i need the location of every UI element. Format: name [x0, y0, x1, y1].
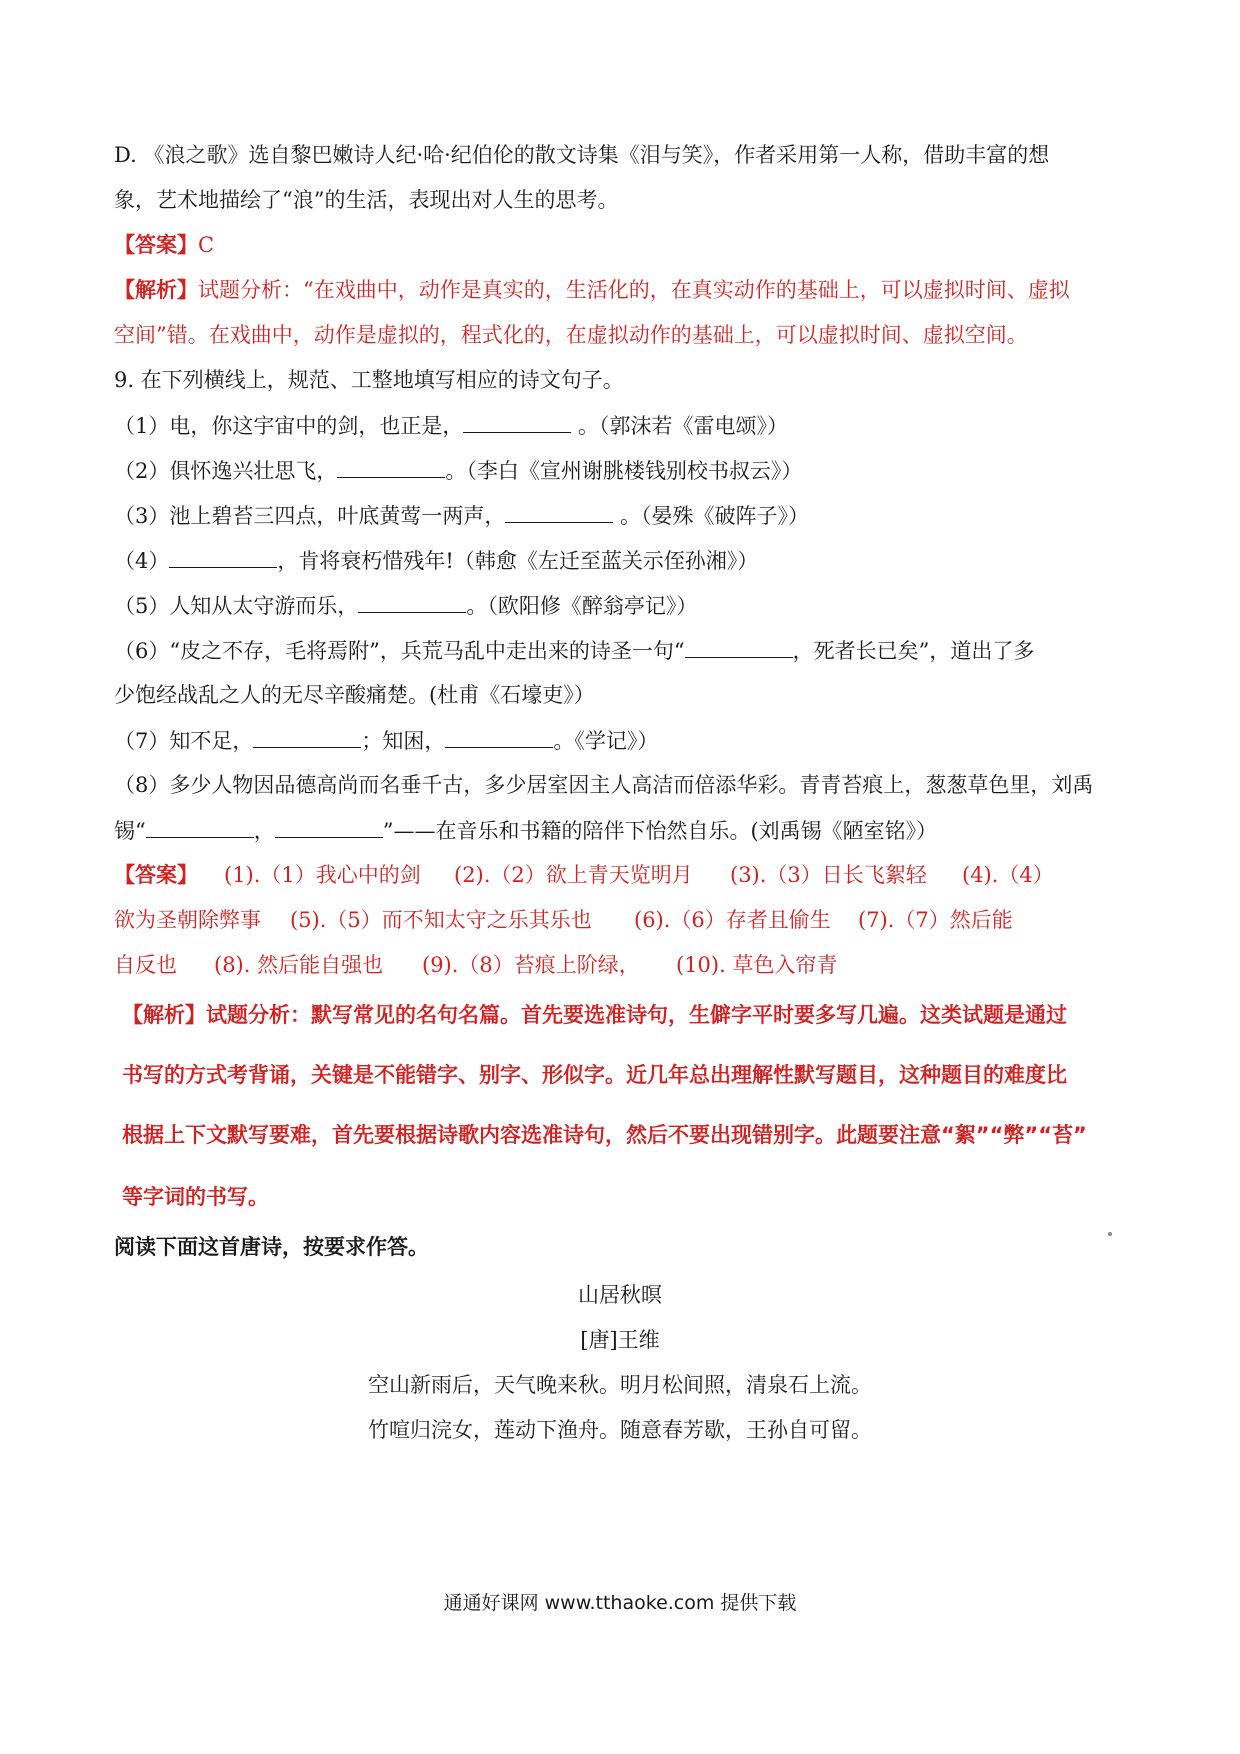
item-text: 。《学记》）	[553, 729, 659, 753]
item-text: 。（晏殊《破阵子》）	[613, 504, 810, 528]
q9-item-8-line1: （8）多少人物因品德高尚而名垂千古，多少居室因主人高洁而倍添华彩。青青苔痕上，葱葱草色里，刘禹	[114, 773, 1094, 797]
answer-item: (7).（7）然后能	[858, 908, 1013, 932]
option-d-line2: 象，艺术地描绘了“浪”的生活，表现出对人生的思考。	[114, 188, 619, 212]
q9-answer-row2	[114, 905, 1154, 935]
fill-blank	[358, 590, 466, 613]
poem-intro: 阅读下面这首唐诗，按要求作答。	[114, 1234, 429, 1259]
fill-blank	[169, 545, 277, 568]
q9-item-5	[114, 590, 1134, 621]
item-text: （5）人知从太守游而乐，	[114, 594, 359, 618]
option-d-line1: D. 《浪之歌》选自黎巴嫩诗人纪·哈·纪伯伦的散文诗集《泪与笑》，作者采用第一人称，借助丰富的想	[114, 143, 1050, 167]
footer-source: 通通好课网 www.tthaoke.com 提供下载	[443, 1592, 797, 1614]
item-text: ，肯将衰朽惜残年!（韩愈《左迁至蓝关示侄孙湘》）	[277, 549, 759, 573]
answer-item: (4).（4）	[962, 863, 1054, 887]
answer-tag: 【答案】	[114, 232, 198, 257]
answer-value: C	[198, 233, 215, 257]
q9-item-6	[114, 635, 1134, 666]
fill-blank	[685, 635, 793, 658]
item-text: （2）俱怀逸兴壮思飞，	[114, 459, 338, 483]
item-text: ，死者长已矣”，道出了多	[792, 639, 1035, 663]
answer-item: (9).（8）苔痕上阶绿，	[422, 953, 640, 977]
fill-blank	[505, 500, 613, 523]
poem-line-2: 竹喧归浣女，莲动下渔舟。随意春芳歇，王孙自可留。	[368, 1418, 872, 1442]
q9-item-6-line2: 少饱经战乱之人的无尽辛酸痛楚。(杜甫《石壕吏》）	[114, 683, 595, 707]
poem-author: [唐]王维	[580, 1328, 660, 1352]
answer-item: (1).（1）我心中的剑	[224, 863, 421, 887]
fill-blank	[463, 410, 571, 433]
item-text: 。（郭沫若《雷电颂》）	[571, 414, 789, 438]
q9-item-4	[114, 545, 1134, 576]
item-text: 锡“	[114, 819, 146, 843]
answer-tag: 【答案】	[114, 862, 198, 887]
q9-answer-row1	[114, 860, 1154, 890]
poem-line-1: 空山新雨后，天气晚来秋。明月松间照，清泉石上流。	[368, 1373, 872, 1397]
answer-item: 自反也	[114, 953, 177, 977]
answer-item: 欲为圣朝除弊事	[114, 908, 261, 932]
analysis-tag: 【解析】	[114, 277, 198, 302]
fill-blank	[253, 725, 361, 748]
answer-item: (6).（6）存者且偷生	[634, 908, 831, 932]
fill-blank	[146, 815, 254, 838]
q9-stem: 9. 在下列横线上，规范、工整地填写相应的诗文句子。	[114, 368, 624, 392]
item-text: （1）电，你这宇宙中的剑，也正是，	[114, 414, 464, 438]
q8-analysis-line1	[114, 275, 1134, 305]
item-text: 。（欧阳修《醉翁亭记》）	[466, 594, 698, 618]
answer-item: (5).（5）而不知太守之乐其乐也	[290, 908, 592, 932]
answer-item: (3).（3）日长飞絮轻	[730, 863, 927, 887]
q9-item-7	[114, 725, 1134, 756]
item-text: ；知困，	[361, 729, 446, 753]
item-text: （3）池上碧苔三四点，叶底黄莺一两声，	[114, 504, 506, 528]
item-text: ，	[253, 819, 275, 843]
q9-item-3	[114, 500, 1134, 531]
q8-analysis-line2: 空间”错。在戏曲中，动作是虚拟的，程式化的，在虚拟动作的基础上，可以虚拟时间、虚拟空间。	[114, 323, 1028, 347]
q9-item-8-line2	[114, 815, 1134, 846]
item-text: ”——在音乐和书籍的陪伴下怡然自乐。(刘禹锡《陋室铭》）	[382, 819, 938, 843]
fill-blank	[445, 725, 553, 748]
fill-blank	[337, 455, 445, 478]
answer-item: (8). 然后能自强也	[214, 953, 384, 977]
q9-answer-row3	[114, 950, 1154, 980]
answer-item: (2).（2）欲上青天览明月	[454, 863, 693, 887]
q9-analysis-line1: 【解析】试题分析：默写常见的名句名篇。首先要选准诗句，生僻字平时要多写几遍。这类试题是通过	[122, 1003, 1067, 1027]
q9-analysis-line2: 书写的方式考背诵，关键是不能错字、别字、形似字。近几年总出理解性默写题目，这种题目的难度比	[122, 1063, 1067, 1087]
fill-blank	[275, 815, 383, 838]
item-text: （6）“皮之不存，毛将焉附”，兵荒马乱中走出来的诗圣一句“	[114, 639, 685, 663]
item-text: （4）	[114, 549, 170, 573]
q9-item-1	[114, 410, 1134, 441]
q9-item-2	[114, 455, 1134, 486]
q9-analysis-line4: 等字词的书写。	[122, 1185, 269, 1209]
q9-analysis-line3: 根据上下文默写要难，首先要根据诗歌内容选准诗句，然后不要出现错别字。此题要注意“絮”“弊”“苔”	[122, 1123, 1087, 1147]
answer-item: (10). 草色入帘青	[676, 953, 838, 977]
item-text: 。（李白《宣州谢朓楼钱别校书叔云》）	[445, 459, 803, 483]
poem-title: 山居秋暝	[578, 1283, 662, 1307]
q8-answer	[114, 230, 1134, 260]
item-text: （7）知不足，	[114, 729, 254, 753]
analysis-text: 试题分析：“在戏曲中，动作是真实的，生活化的，在真实动作的基础上，可以虚拟时间、虚拟	[198, 278, 1070, 302]
